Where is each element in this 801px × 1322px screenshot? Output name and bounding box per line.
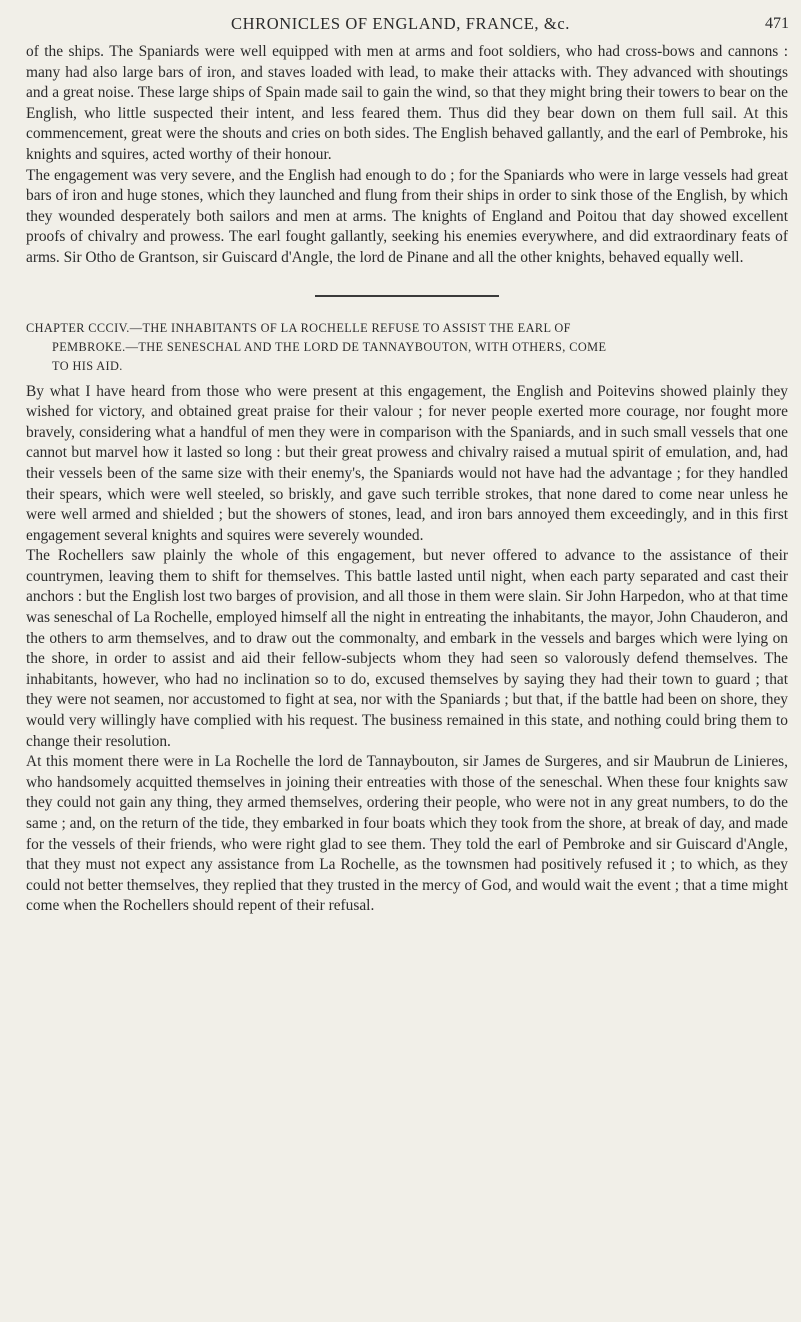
- chapter-heading-line: TO HIS AID.: [52, 358, 123, 373]
- paragraph: The Rochellers saw plainly the whole of this engagement, but never offered to advance to the assistance of their countrymen, leaving them to shift for themselves. This battle lasted until night, when each party separated and cast their anchors : but the English lost two barges of provision, and all those in them were slain. Sir John Harpedon, who at that time was seneschal of La Rochelle, employed himself all the night in entreating the inhabitants, the mayor, John Chauderon, and the others to arm themselves, and to draw out the commonalty, and embark in the vessels and barges which were lying on the shore, in order to assist and aid their fellow-subjects whom they had seen so valorously defend themselves. The inhabitants, however, who had no inclination so to do, excused themselves by saying they had their town to guard ; that they were not seamen, nor accustomed to fight at sea, nor with the Spaniards ; but that, if the battle had been on shore, they would very willingly have complied with his request. The business remained in this state, and nothing could bring them to change their resolution.: [26, 547, 788, 750]
- running-title: CHRONICLES OF ENGLAND, FRANCE, &c.: [231, 14, 570, 33]
- paragraph: By what I have heard from those who were present at this engagement, the English and Poitevins showed plainly they wished for victory, and obtained great praise for their valour ; for never people exerted more courage, nor fought more bravely, considering what a handful of men they were in comparison with the Spaniards, and in such small vessels that one cannot but marvel how it lasted so long : but their great prowess and chivalry raised a mutual spirit of emulation, and, had their vessels been of the same size with their enemy's, the Spaniards would not have had the advantage ; for they handled their spears, which were well steeled, so briskly, and gave such terrible strokes, that none dared to come near unless he were well armed and shielded ; but the showers of stones, lead, and iron bars annoyed them exceedingly, and in this first engagement several knights and squires were severely wounded.: [26, 382, 788, 544]
- paragraph: At this moment there were in La Rochelle the lord de Tannaybouton, sir James de Surgeres, and sir Maubrun de Linieres, who handsomely acquitted themselves in joining their entreaties with those of the seneschal. When these four knights saw they could not gain any thing, they armed themselves, ordering their people, who were not in any great numbers, to do the same ; and, on the return of the tide, they embarked in four boats which they took from the shore, at break of day, and made for the vessels of their friends, who were right glad to see them. They told the earl of Pembroke and sir Guiscard d'Angle, that they must not expect any assistance from La Rochelle, as the townsmen had positively refused it ; to which, as they could not better themselves, they replied that they trusted in the mercy of God, and would wait the event ; that a time might come when the Rochellers should repent of their refusal.: [26, 753, 788, 915]
- page-header: [0, 14, 801, 36]
- section-divider: [315, 295, 499, 297]
- page-number: 471: [765, 15, 789, 32]
- chapter-heading-line: PEMBROKE.—THE SENESCHAL AND THE LORD DE TANNAYBOUTON, WITH OTHERS, COME: [52, 339, 607, 354]
- body-text: [26, 42, 788, 917]
- chapter-heading-line: CHAPTER CCCIV.—THE INHABITANTS OF LA ROCHELLE REFUSE TO ASSIST THE EARL OF: [26, 320, 571, 335]
- paragraph-continued: of the ships. The Spaniards were well equipped with men at arms and foot soldiers, who had cross-bows and cannons : many had also large bars of iron, and staves loaded with lead, to make their attacks with. They advanced with shoutings and a great noise. These large ships of Spain made sail to gain the wind, so that they might bring their towers to bear on the English, who little suspected their intent, and less feared them. Thus did they bear down on them full sail. At this commencement, great were the shouts and cries on both sides. The English behaved gallantly, and the earl of Pembroke, his knights and squires, acted worthy of their honour.: [26, 43, 788, 163]
- chapter-heading: [26, 319, 788, 376]
- paragraph: The engagement was very severe, and the English had enough to do ; for the Spaniards who were in large vessels had great bars of iron and huge stones, which they launched and flung from their ships in order to sink those of the English, by which they wounded desperately both sailors and men at arms. The knights of England and Poitou that day showed excellent proofs of chivalry and prowess. The earl fought gallantly, seeking his enemies everywhere, and did extraordinary feats of arms. Sir Otho de Grantson, sir Guiscard d'Angle, the lord de Pinane and all the other knights, behaved equally well.: [26, 166, 788, 266]
